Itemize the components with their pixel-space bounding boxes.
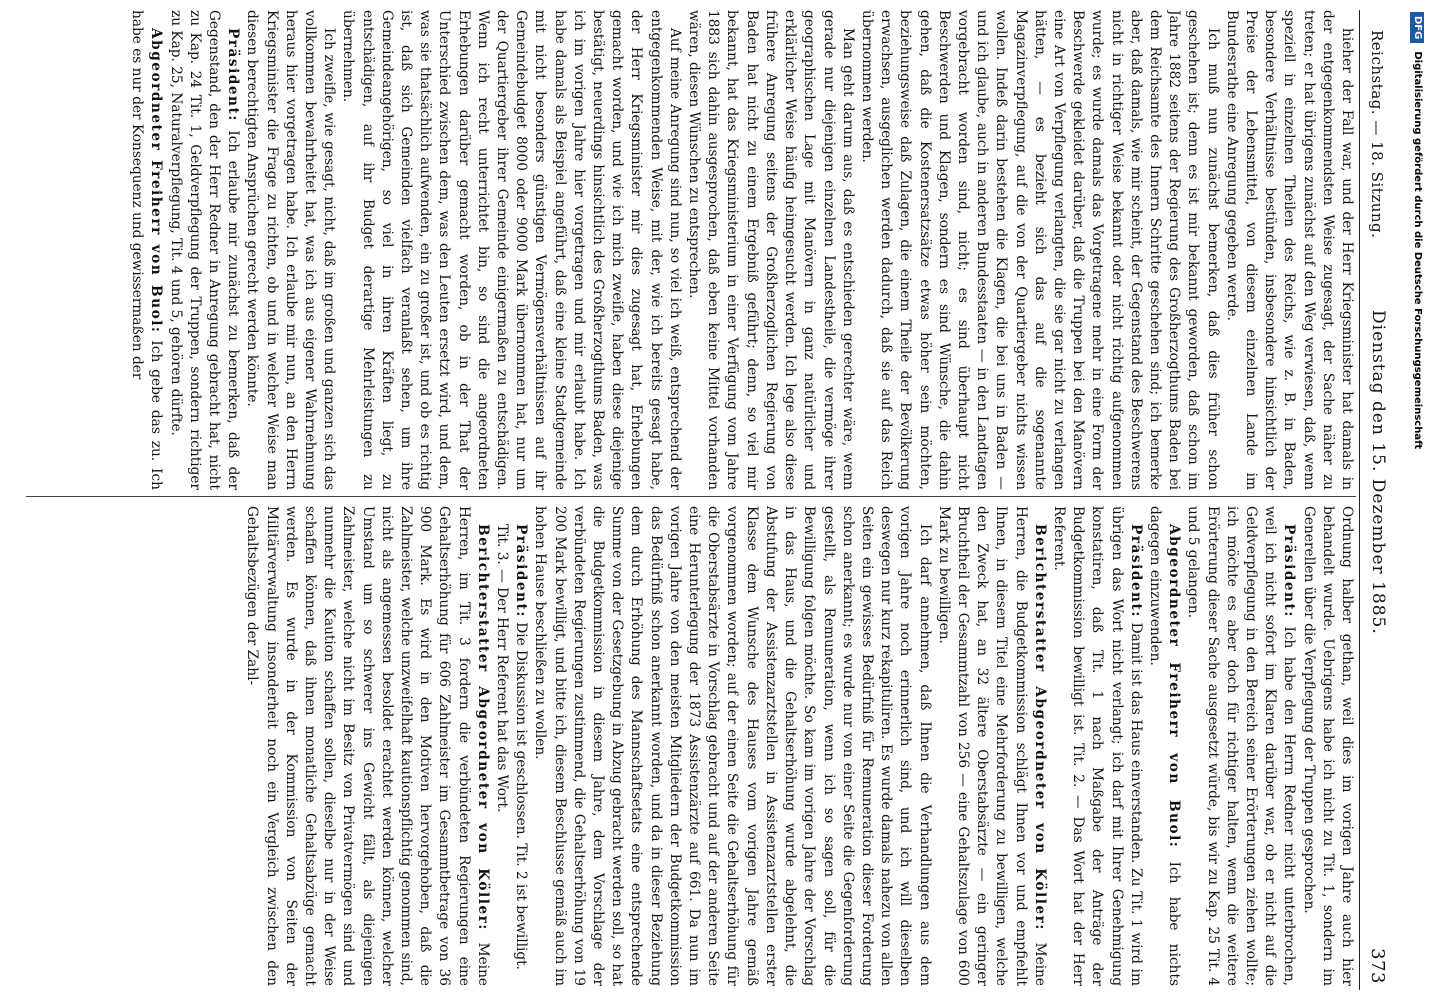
speech-paragraph [242,506,492,986]
paragraph-text: Damit ist das Haus einverstanden. Zu Tit. 1 wird im übrigen das Wort nicht verlangt; ich darf mit Ihrer Genehmigung konstatiren, daß Tit. 1 nach Maßgabe der Anträge der Budgetkommission bewilligt ist. Tit. 2. — Das Wort hat der Herr Referent. [1050,506,1144,986]
speaker-name: Präsident: [225,28,242,122]
text-paragraph [1222,10,1356,490]
paragraph-text: hieher der Fall war, und der Herr Kriegsminister hat damals in der entgegenkommendsten Weise zugesagt, der Sache näher zu treten; er hat übrigens zunächst auf den Weg verwiesen, daß, wenn speziell in einzelnen Theilen des Reichs, wie z. B. in Baden, besondere Verhältnisse bestünden, insbesondere hinsichtlich der Preise der Lebensmittel, von diesem einzelnen Lande im Bundesrathe eine Anregung gegeben werde. [1223,10,1355,490]
paragraph-text: Die Diskussion ist geschlossen. Tit. 2 ist bewilligt. [513,622,530,970]
text-paragraph [492,506,511,986]
dfg-logo: DFG [1410,12,1424,43]
digitization-credit-strip [1406,8,1428,992]
speaker-name: Berichterstatter Abgeordneter von Köller: [474,524,491,931]
column-divider [26,496,1356,497]
speech-paragraph [165,10,242,490]
speaker-name: Präsident: [1127,524,1144,618]
speech-paragraph [127,10,165,490]
speech-paragraph [511,506,530,986]
paragraph-text: Ich erlaube mir zunächst zu bemerken, daß der Gegenstand, den der Herr Redner in Anregung gebracht hat, nicht zu Kap. 24 Tit. 1, Geldverpflegung der Truppen, sondern richtiger zu Kap. 25, Naturalverpflegung, Tit. 4 und 5, gehören dürfte. [167,10,242,490]
paragraph-text: Meine Herren, die Budgetkommission schlägt Ihnen vor und empfiehlt Ihnen, in diesem Titel eine Mehrforderung zu bewilligen, welche den Zweck hat, an 32 ältere Oberstabsärzte — ein geringer Bruchtheil der Gesammtzahl von 256 — eine Gehaltszulage von 600 Mark zu bewilligen. [935,506,1048,986]
paragraph-text: Ich habe den Herrn Redner nicht unterbrochen, weil ich nicht sofort im Klaren darüber war, ob er nicht auf die Geldverpflegung in den Bereich seiner Erörterungen ziehen wollte; ich möchte es aber doch für richtiger halten, wenn die weitere Erörterung dieser Sache ausgesetzt würde, bis wir zu Kap. 25 Tit. 4 und 5 gelangen. [1185,506,1298,986]
text-paragraph [857,10,1222,490]
speaker-name: Präsident: [513,524,530,618]
text-paragraph [1298,506,1356,986]
paragraph-text: Tit. 3. — Der Herr Referent hat das Wort. [494,524,511,813]
speaker-name: Abgeordneter Freiherr von Buol: [148,28,165,334]
speaker-name: Berichterstatter Abgeordneter von Köller: [1031,524,1048,931]
running-head-left: Reichstag. — 18. Sitzung. [1368,30,1386,239]
text-paragraph [684,10,857,490]
right-text-column [6,506,1356,986]
speaker-name: Präsident: [1281,524,1298,618]
paragraph-text: Meine Herren, im Tit. 3 fordern die verbündeten Regierungen eine Gehaltserhöhung für 606 Zahlmeister im Gesammtbetrage von 36 900 Mark. Es wird in den Motiven hervorgehoben, daß die Zahlmeister, welche unzweifelhaft kautionspflichtig genommen sind, nicht als angemessen besoldet erachtet werden können, welcher Umstand um so schwerer ins Gewicht fällt, als diejenigen Zahlmeister, welche nicht im Besitz von Privatvermögen sind und nunmehr die Kaution schaffen sollen, dieselbe nur in der Weise schaffen können, daß ihnen monatliche Gehaltsabzüge gemacht werden. Es wurde in der Kommission von Seiten der Militärverwaltung insonderheit noch ein Vergleich zwischen den Gehaltsbezügen der Zahl- [244,506,491,986]
paragraph-text: Ich darf annehmen, daß Ihnen die Verhandlungen aus dem vorigen Jahre noch erinnerlich sind, und ich will dieselben deswegen nur kurz rekapituliren. Es wurde damals nahezu von allen Seiten ein gewisses Bedürfniß für Remuneration dieser Forderung schon anerkannt; es wurde nur von einer Seite die Gegenforderung gestellt, als Remuneration, wenn ich so sagen soll, für die Bewilligung folgen möchte. So kam im vorigen Jahre der Vorschlag in das Haus, und die Gehaltserhöhung wurde abgelehnt, die Abstufung der Assistenzarztstellen in Assistenzarztstellen erster Klasse dem Wunsche des Hauses vom vorigen Jahre gemäß vorgenommen worden; auf der einen Seite die Gehaltserhöhung für die Oberstabsärzte in Vorschlag gebracht und auf der anderen Seite eine Herunterlegung der 1873 Assistenzärzte auf 661. Da nun im vorigen Jahre von den meisten Mitgliedern der Budgetkommission das Bedürfniß schon anerkannt worden, und da in dieser Beziehung dem durch Erhöhung des Mannschaftsetats eine entsprechende Summe von der Gesetzgebung in Abzug gebracht werden soll, so hat die Budgetkommission in diesem Jahre, dem Vorschlage der verbündeten Regierungen zustimmend, die Gehaltserhöhung von 19 200 Mark bewilligt, und bitte ich, diesem Beschlusse gemäß auch im hohen Hause beschließen zu wollen. [532,506,933,986]
speech-paragraph [1049,506,1145,986]
speech-paragraph [1183,506,1298,986]
speaker-name: Abgeordneter Freiherr von Buol: [1166,524,1183,849]
digitization-credit: Digitalisierung gefördert durch die Deutsche Forschungsgemeinschaft [1412,51,1423,450]
speech-paragraph [934,506,1049,986]
paragraph-text: Ich muß nun zunächst bemerken, daß dies früher schon geschehen ist; denn es ist mir bekannt geworden, daß schon im Jahre 1882 seitens der Regierung des Großherzogthums Baden bei dem Reichsamte des Innern Schritte geschehen sind; ich bemerke aber, daß damals, wie mir scheint, der Gegenstand des Beschwerens nicht in richtiger Weise bekannt oder nicht richtig aufgenommen wurde; es wurde damals das Vorgetragene mehr in eine Form der Beschwerde gekleidet darüber, daß die Truppen bei den Manövern eine Art von Verpflegung verlangten, die sie gar nicht zu verlangen hätten, — es bezieht sich das auf die sogenannte Magazinverpflegung, auf die von der Quartiergeber nichts wissen wollen. Indeß darin bestehen die Klagen, die bei uns in Baden — und ich glaube, auch in anderen Bundesstaaten — in den Landtagen vorgebracht worden sind, nicht; es sind überhaupt nicht Beschwerden und Klagen, sondern es sind Wünsche, die dahin gehen, daß die Kostenersatzsätze etwas höher sein möchten, beziehungsweise daß Zulagen, die einem Theile der Bevölkerung erwachsen, ausgeglichen werden dadurch, daß sie auf das Reich übernommen werden. [858,10,1221,490]
text-paragraph [530,506,933,986]
text-paragraph [242,10,338,490]
paragraph-text: Ich habe nichts dagegen einzuwenden. [1146,506,1183,986]
paragraph-text: Ordnung halber gethan, weil dies im vorigen Jahre auch hier behandelt wurde. Uebrigens habe ich nicht zu Tit. 1, sondern im Generellen über die Verpflegung der Truppen gesprochen. [1300,506,1355,986]
paragraph-text: Ich zweifle, wie gesagt, nicht, daß im großen und ganzen sich das vollkommen bewahrheitet hat, was ich aus eigener Wahrnehmung heraus hier vorgetragen habe. Ich erlaube mir nun, an den Herrn Kriegsminister die Frage zu richten, ob und in welcher Weise man diesen berechtigten Ansprüchen gerecht werden könnte. [244,10,338,490]
page-number: 373 [1367,948,1388,984]
paragraph-text: Auf meine Anregung sind nun, so viel ich weiß, entsprechend der entgegenkommenden Weise, mit der, wie ich bereits gesagt habe, der Herr Kriegsminister mir dies zugesagt hat, Erhebungen gemacht worden, und wie ich mich zweifle, haben diese diejenige bestätigt, neuerdings hinsichtlich des Großherzogthums Baden, was ich im vorigen Jahre hier vorgetragen und mir erlaubt habe. Ich habe damals als Beispiel angeführt, daß eine kleine Stadtgemeinde mit nicht besonders günstigen Vermögensverhältnissen auf ihr Gemeindebudget 8000 oder 9000 Mark übernommen hat, nur um der Quartiergeber ihrer Gemeinde einigermaßen zu entschädigen. Wenn ich recht unterrichtet bin, so sind die angeordneten Erhebungen darüber gemacht worden, ob in der That der Unterschied zwischen dem, was den Leuten ersetzt wird, und dem, was sie thatsächlich aufwenden, ein zu großer ist, und ob es richtig ist, daß sich Gemeinden vielfach veranlaßt sehen, um ihre Gemeindeangehörigen, so viel in ihren Kräften liegt, zu entschädigen, auf ihr Budget derartige Mehrleistungen zu übernehmen. [340,10,683,490]
text-paragraph [338,10,684,490]
running-head [1359,10,1392,990]
speech-paragraph [1145,506,1183,986]
left-text-column [6,10,1356,490]
running-head-date: Dienstag den 15. Dezember 1885. [1368,310,1388,635]
paragraph-text: Man geht darum aus, daß es entschieden gerechter wäre, wenn gerade nur diejenigen einzelnen Landestheile, die vermöge ihrer geographischen Lage mit Manövern in ganz natürlicher und erklärlicher Weise häufig heimgesucht werden. Ich lege also diese frühere Anregung seitens der Großherzoglichen Regierung von Baden hat nicht zu einem Ergebniß geführt; denn, so viel mir bekannt, hat das Kriegsministerium in einer Verfügung vom Jahre 1883 sich dahin ausgesprochen, daß eben keine Mittel vorhanden wären, diesen Wünschen zu entsprechen. [686,10,856,490]
paragraph-text: Ich gebe das zu. Ich habe es nur der Konsequenz und gewissermaßen der [129,10,165,490]
